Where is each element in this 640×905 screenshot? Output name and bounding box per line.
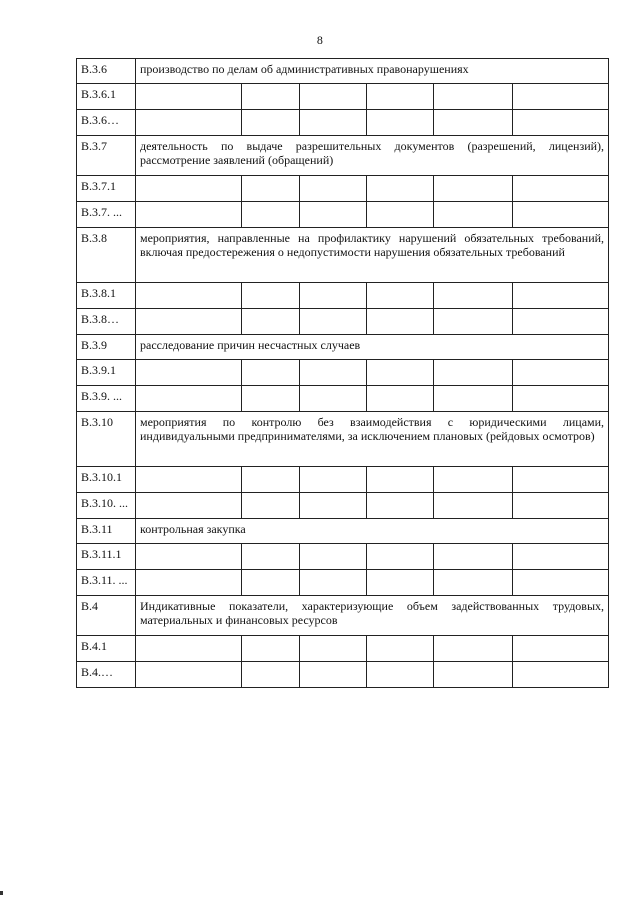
row-code: В.3.7. ...	[77, 202, 136, 228]
value-cell	[434, 110, 513, 136]
value-cell	[367, 84, 434, 110]
row-description: расследование причин несчастных случаев	[136, 335, 609, 360]
indicator-table	[76, 58, 609, 688]
row-code: В.4	[77, 596, 136, 636]
value-cell	[513, 202, 609, 228]
scan-artifact	[0, 891, 3, 895]
value-cell	[434, 636, 513, 662]
value-cell	[242, 202, 300, 228]
value-cell	[513, 570, 609, 596]
row-code: В.3.9	[77, 335, 136, 360]
value-cell	[242, 84, 300, 110]
value-cell	[300, 493, 367, 519]
value-cell	[242, 544, 300, 570]
value-cell	[242, 636, 300, 662]
value-cell	[513, 636, 609, 662]
value-cell	[367, 202, 434, 228]
value-cell	[242, 360, 300, 386]
subrow	[77, 662, 609, 688]
value-cell	[136, 544, 242, 570]
subrow	[77, 467, 609, 493]
value-cell	[434, 176, 513, 202]
value-cell	[300, 110, 367, 136]
row-code: В.3.10	[77, 412, 136, 467]
subrow	[77, 202, 609, 228]
value-cell	[367, 360, 434, 386]
value-cell	[513, 360, 609, 386]
value-cell	[136, 493, 242, 519]
subrow	[77, 309, 609, 335]
row-code: В.3.9.1	[77, 360, 136, 386]
value-cell	[242, 662, 300, 688]
value-cell	[136, 309, 242, 335]
value-cell	[242, 467, 300, 493]
section-row	[77, 519, 609, 544]
row-code: В.3.7	[77, 136, 136, 176]
value-cell	[300, 662, 367, 688]
value-cell	[434, 386, 513, 412]
value-cell	[513, 662, 609, 688]
value-cell	[300, 386, 367, 412]
row-code: В.3.8.1	[77, 283, 136, 309]
value-cell	[300, 309, 367, 335]
row-code: В.3.11. ...	[77, 570, 136, 596]
row-code: В.3.7.1	[77, 176, 136, 202]
value-cell	[136, 467, 242, 493]
value-cell	[513, 110, 609, 136]
row-code: В.3.10. ...	[77, 493, 136, 519]
row-description: Индикативные показатели, характеризующие объем задействованных трудовых, материальных и финансовых ресурсов	[136, 596, 609, 636]
value-cell	[513, 84, 609, 110]
value-cell	[434, 493, 513, 519]
row-code: В.3.6.1	[77, 84, 136, 110]
row-code: В.3.11	[77, 519, 136, 544]
row-code: В.4.1	[77, 636, 136, 662]
row-description: мероприятия по контролю без взаимодействия с юридическими лицами, индивидуальными предпринимателями, за исключением плановых (рейдовых осмотров)	[136, 412, 609, 467]
value-cell	[513, 283, 609, 309]
row-code: В.3.6…	[77, 110, 136, 136]
row-code: В.3.6	[77, 59, 136, 84]
subrow	[77, 283, 609, 309]
row-code: В.4.…	[77, 662, 136, 688]
value-cell	[136, 636, 242, 662]
value-cell	[367, 493, 434, 519]
value-cell	[136, 176, 242, 202]
value-cell	[136, 386, 242, 412]
value-cell	[513, 176, 609, 202]
value-cell	[136, 570, 242, 596]
value-cell	[136, 662, 242, 688]
value-cell	[367, 570, 434, 596]
subrow	[77, 570, 609, 596]
subrow	[77, 493, 609, 519]
row-description: производство по делам об административных правонарушениях	[136, 59, 609, 84]
section-row	[77, 59, 609, 84]
section-row	[77, 596, 609, 636]
subrow	[77, 110, 609, 136]
value-cell	[136, 84, 242, 110]
value-cell	[300, 570, 367, 596]
page-number: 8	[316, 33, 324, 47]
row-code: В.3.8	[77, 228, 136, 283]
section-row	[77, 412, 609, 467]
value-cell	[434, 202, 513, 228]
value-cell	[367, 176, 434, 202]
value-cell	[300, 283, 367, 309]
row-description: деятельность по выдаче разрешительных документов (разрешений, лицензий), рассмотрение заявлений (обращений)	[136, 136, 609, 176]
value-cell	[367, 110, 434, 136]
value-cell	[434, 283, 513, 309]
subrow	[77, 544, 609, 570]
row-description: контрольная закупка	[136, 519, 609, 544]
value-cell	[434, 84, 513, 110]
value-cell	[136, 110, 242, 136]
value-cell	[367, 662, 434, 688]
value-cell	[300, 176, 367, 202]
value-cell	[300, 544, 367, 570]
value-cell	[300, 84, 367, 110]
value-cell	[242, 570, 300, 596]
subrow	[77, 386, 609, 412]
value-cell	[513, 544, 609, 570]
value-cell	[242, 110, 300, 136]
row-description: мероприятия, направленные на профилактику нарушений обязательных требований, включая предостережения о недопустимости нарушения обязательных требований	[136, 228, 609, 283]
value-cell	[242, 176, 300, 202]
section-row	[77, 228, 609, 283]
value-cell	[242, 309, 300, 335]
subrow	[77, 176, 609, 202]
value-cell	[300, 202, 367, 228]
row-code: В.3.8…	[77, 309, 136, 335]
row-code: В.3.10.1	[77, 467, 136, 493]
value-cell	[242, 386, 300, 412]
subrow	[77, 84, 609, 110]
subrow	[77, 360, 609, 386]
row-code: В.3.9. ...	[77, 386, 136, 412]
value-cell	[513, 386, 609, 412]
value-cell	[434, 309, 513, 335]
value-cell	[367, 544, 434, 570]
value-cell	[367, 636, 434, 662]
value-cell	[136, 360, 242, 386]
value-cell	[367, 467, 434, 493]
value-cell	[242, 493, 300, 519]
value-cell	[136, 283, 242, 309]
value-cell	[434, 662, 513, 688]
value-cell	[434, 360, 513, 386]
value-cell	[367, 283, 434, 309]
section-row	[77, 136, 609, 176]
value-cell	[242, 283, 300, 309]
value-cell	[367, 386, 434, 412]
value-cell	[513, 493, 609, 519]
section-row	[77, 335, 609, 360]
row-code: В.3.11.1	[77, 544, 136, 570]
value-cell	[434, 467, 513, 493]
value-cell	[300, 467, 367, 493]
value-cell	[300, 360, 367, 386]
value-cell	[434, 544, 513, 570]
value-cell	[367, 309, 434, 335]
value-cell	[434, 570, 513, 596]
value-cell	[136, 202, 242, 228]
value-cell	[300, 636, 367, 662]
value-cell	[513, 309, 609, 335]
value-cell	[513, 467, 609, 493]
subrow	[77, 636, 609, 662]
